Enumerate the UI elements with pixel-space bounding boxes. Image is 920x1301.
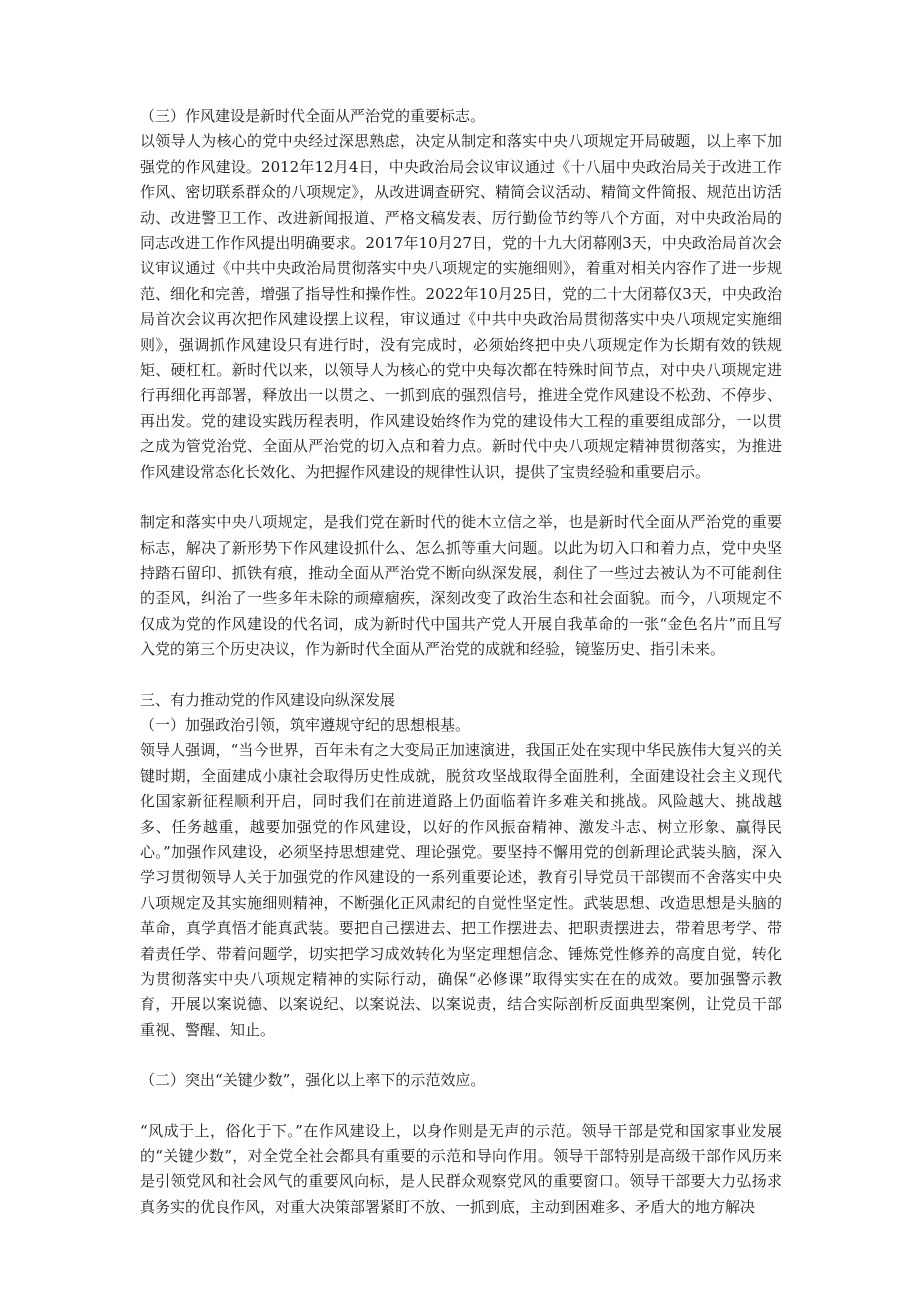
paragraph-gap [140,485,782,510]
subsection-heading-1: （一）加强政治引领，筑牢遵规守纪的思想根基。 [140,715,471,734]
paragraph-gap [140,1043,782,1068]
paragraph-key-minority: “风成于上，俗化于下。”在作风建设上，以身作则是无声的示范。领导干部是党和国家事业发展的“关键少数”，对全党全社会都具有重要的示范和导向作用。领导干部特别是高级干部作风历来是引领党风和社会风气的重要风向标，是人民群众观察党风的重要窗口。领导干部要大力弘扬求真务实的优良作风，对重大决策部署紧盯不放、一抓到底，主动到困难多、矛盾大的地方解决 [140,1121,782,1216]
subsection-heading-2: （二）突出“关键少数”，强化以上率下的示范效应。 [140,1071,486,1090]
paragraph-political-guidance: 领导人强调，“当今世界，百年未有之大变局正加速演进，我国正处在实现中华民族伟大复兴的关键时期，全面建成小康社会取得历史性成就，脱贫攻坚战取得全面胜利，全面建设社会主义现代化国家新征程顺利开启，同时我们在前进道路上仍面临着许多难关和挑战。风险越大、挑战越多、任务越重，越要加强党的作风建设，以好的作风振奋精神、激发斗志、树立形象、赢得民心。”加强作风建设，必须坚持思想建党、理论强党。要坚持不懈用党的创新理论武装头脑，深入学习贯彻领导人关于加强党的作风建设的一系列重要论述，教育引导党员干部锲而不舍落实中央八项规定及其实施细则精神，不断强化正风肃纪的自觉性坚定性。武装思想、改造思想是头脑的革命，真学真悟才能真武装。要把自己摆进去、把工作摆进去、把职责摆进去，带着思考学、带着责任学、带着问题学，切实把学习成效转化为坚定理想信念、锤炼党性修养的高度自觉，转化为贯彻落实中央八项规定精神的实际行动，确保“必修课”取得实实在在的成效。要加强警示教育，开展以案说德、以案说纪、以案说法、以案说责，结合实际剖析反面典型案例，让党员干部重视、警醒、知止。 [140,741,782,1039]
paragraph-eight-rules-significance: 制定和落实中央八项规定，是我们党在新时代的徙木立信之举，也是新时代全面从严治党的重要标志，解决了新形势下作风建设抓什么、怎么抓等重大问题。以此为切入口和着力点，党中央坚持踏石留印、抓铁有痕，推动全面从严治党不断向纵深发展，刹住了一些过去被认为不可能刹住的歪风，纠治了一些多年未除的顽瘴痼疾，深刻改变了政治生态和社会面貌。而今，八项规定不仅成为党的作风建设的代名词，成为新时代中国共产党人开展自我革命的一张“金色名片”而且写入党的第三个历史决议，作为新时代全面从严治党的成就和经验，镜鉴历史、指引未来。 [140,513,782,659]
paragraph-gap [140,663,782,688]
subsection-heading-3: （三）作风建设是新时代全面从严治党的重要标志。 [140,107,486,125]
document-page [140,104,782,1220]
paragraph-gap [140,1094,782,1119]
section-heading-3: 三、有力推动党的作风建设向纵深发展 [140,690,396,709]
paragraph-eight-rules-history: 以领导人为核心的党中央经过深思熟虑，决定从制定和落实中央八项规定开局破题，以上率下加强党的作风建设。2012年12月4日，中央政治局会议审议通过《十八届中央政治局关于改进工作作风、密切联系群众的八项规定》，从改进调查研究、精简会议活动、精简文件简报、规范出访活动、改进警卫工作、改进新闻报道、严格文稿发表、厉行勤俭节约等八个方面，对中央政治局的同志改进工作作风提出明确要求。2017年10月27日，党的十九大闭幕刚3天，中央政治局首次会议审议通过《中共中央政治局贯彻落实中央八项规定的实施细则》，着重对相关内容作了进一步规范、细化和完善，增强了指导性和操作性。2022年10月25日，党的二十大闭幕仅3天，中央政治局首次会议再次把作风建设摆上议程，审议通过《中共中央政治局贯彻落实中央八项规定实施细则》，强调抓作风建设只有进行时，没有完成时，必须始终把中央八项规定作为长期有效的铁规矩、硬杠杠。新时代以来，以领导人为核心的党中央每次都在特殊时间节点，对中央八项规定进行再细化再部署，释放出一以贯之、一抓到底的强烈信号，推进全党作风建设不松劲、不停步、再出发。党的建设实践历程表明，作风建设始终作为党的建设伟大工程的重要组成部分，一以贯之成为管党治党、全面从严治党的切入点和着力点。新时代中央八项规定精神贯彻落实，为推进作风建设常态化长效化、为把握作风建设的规律性认识，提供了宝贵经验和重要启示。 [140,132,782,481]
